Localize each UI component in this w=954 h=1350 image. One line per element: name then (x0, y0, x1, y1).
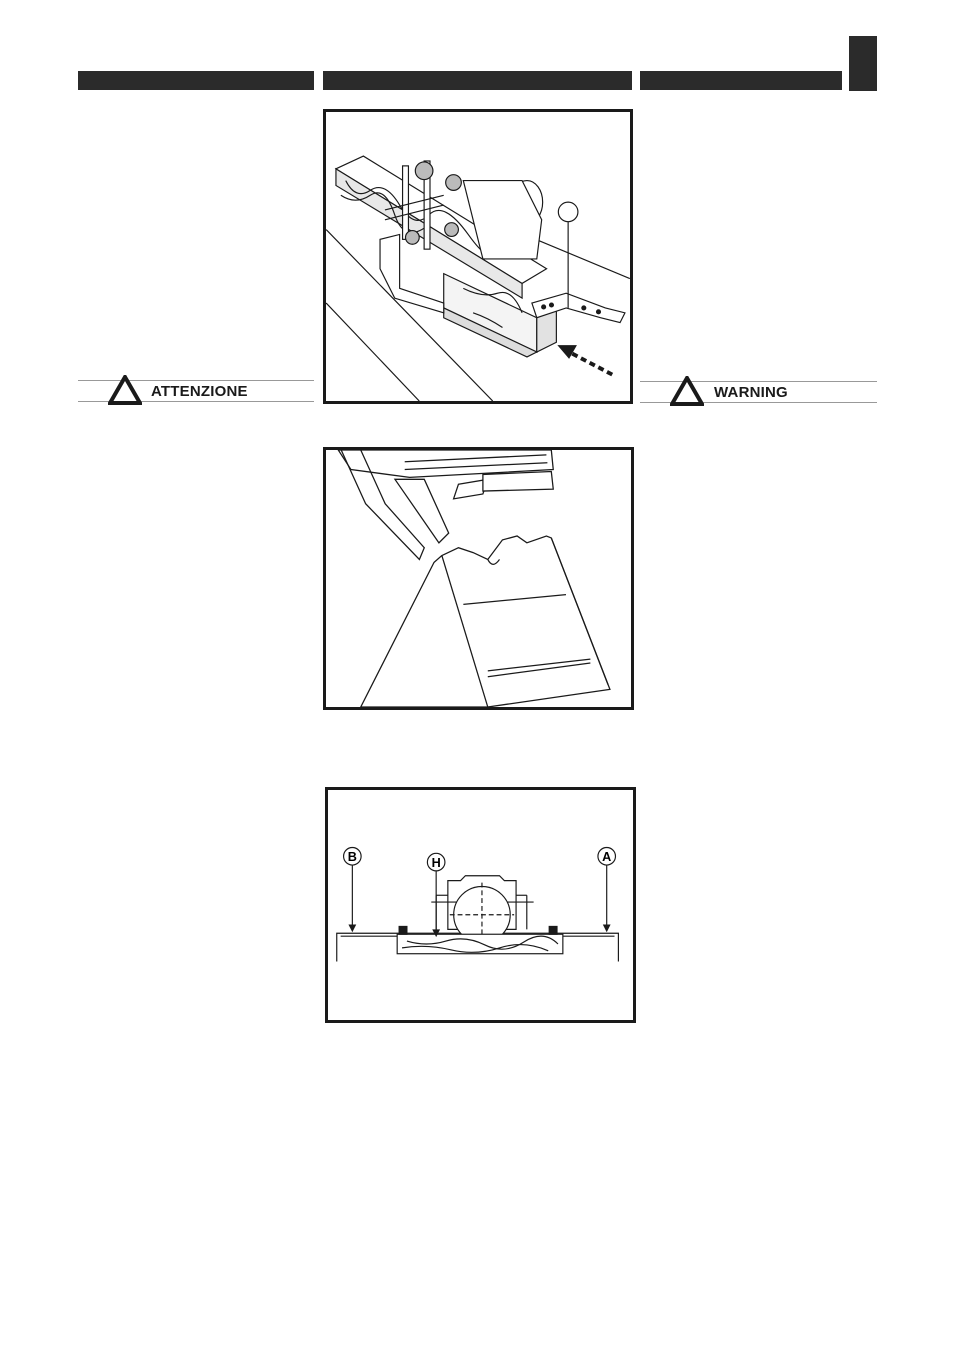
figure-2-profile-illustration (323, 447, 634, 710)
header-bar-left (78, 71, 314, 90)
warning-triangle-icon (108, 375, 142, 405)
callout-b: B (347, 850, 357, 865)
warning-label-left: ATTENZIONE (151, 383, 248, 400)
warning-banner-left (78, 380, 314, 402)
warning-banner-right (640, 381, 877, 403)
warning-triangle-icon (670, 376, 704, 406)
figure-1-jig-illustration (323, 109, 633, 404)
section-tab (849, 36, 877, 91)
figure-3-front-view (325, 787, 636, 1023)
warning-label-right: WARNING (714, 384, 788, 401)
figure-1-number-badge (593, 390, 633, 404)
figure-2-number-badge (588, 695, 634, 710)
figure-2-drawing (326, 450, 631, 707)
figure-3-number-badge (590, 1008, 636, 1023)
figure-3-drawing (328, 790, 633, 1020)
callout-h: H (431, 855, 441, 870)
header-bar-center (323, 71, 632, 90)
figure-1-drawing (326, 112, 630, 401)
header-bar-right (640, 71, 842, 90)
callout-a: A (602, 850, 612, 865)
